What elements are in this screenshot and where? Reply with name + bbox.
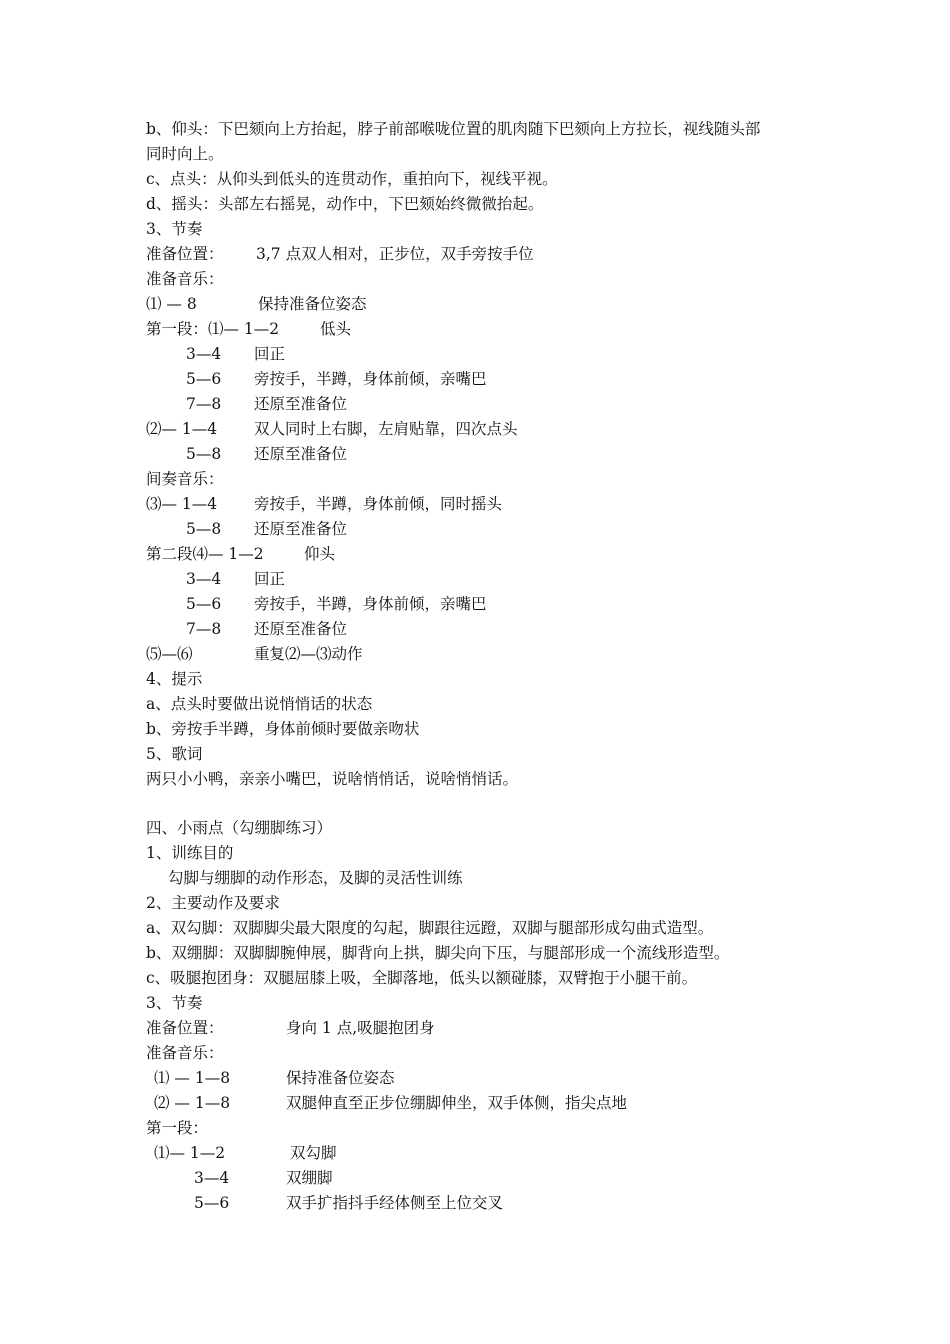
text-line: b、旁按手半蹲，身体前倾时要做亲吻状 xyxy=(146,720,420,738)
count-label: 3—4 xyxy=(186,345,222,363)
section-heading: 1、训练目的 xyxy=(146,844,234,862)
chapter-heading: 四、小雨点（勾绷脚练习） xyxy=(146,819,333,837)
text-line: 第一段： xyxy=(146,1119,209,1137)
count-label: 5—8 xyxy=(186,520,222,538)
step-description: 旁按手，半蹲，身体前倾，亲嘴巴 xyxy=(254,370,487,388)
step-description: 重复⑵—⑶动作 xyxy=(254,645,363,663)
count-label: ⑴ — 8 xyxy=(146,295,197,313)
step-description: 还原至准备位 xyxy=(254,620,348,638)
count-label: 第二段⑷— 1—2 xyxy=(146,545,264,563)
text-line: 准备音乐： xyxy=(146,1044,224,1062)
step-description: 还原至准备位 xyxy=(254,445,348,463)
step-description: 保持准备位姿态 xyxy=(286,1069,395,1087)
step-description: 双绷脚 xyxy=(286,1169,333,1187)
section-heading: 3、节奏 xyxy=(146,994,203,1012)
count-label: 5—6 xyxy=(186,370,222,388)
text-line: 间奏音乐： xyxy=(146,470,224,488)
text-line: 同时向上。 xyxy=(146,145,224,163)
section-heading: 5、歌词 xyxy=(146,745,203,763)
text-line: 准备位置： xyxy=(146,1019,224,1037)
section-heading: 4、提示 xyxy=(146,670,203,688)
step-description: 还原至准备位 xyxy=(254,520,348,538)
text-line: 3,7 点双人相对，正步位，双手旁按手位 xyxy=(256,245,534,263)
step-description: 旁按手，半蹲，身体前倾，同时摇头 xyxy=(254,495,503,513)
text-line: 准备位置： xyxy=(146,245,224,263)
section-heading: 3、节奏 xyxy=(146,220,203,238)
step-description: 低头 xyxy=(320,320,352,338)
count-label: ⑵— 1—4 xyxy=(146,420,218,438)
count-label: ⑴— 1—2 xyxy=(154,1144,226,1162)
step-description: 双勾脚 xyxy=(290,1144,337,1162)
step-description: 回正 xyxy=(254,570,286,588)
count-label: 5—6 xyxy=(186,595,222,613)
text-line: c、吸腿抱团身：双腿屈膝上吸，全脚落地，低头以额碰膝，双臂抱于小腿干前。 xyxy=(146,969,698,987)
count-label: 3—4 xyxy=(194,1169,230,1187)
step-description: 还原至准备位 xyxy=(254,395,348,413)
step-description: 双腿伸直至正步位绷脚伸坐，双手体侧，指尖点地 xyxy=(286,1094,628,1112)
count-label: ⑴ — 1—8 xyxy=(154,1069,231,1087)
text-line: b、双绷脚：双脚脚腕伸展，脚背向上拱，脚尖向下压，与腿部形成一个流线形造型。 xyxy=(146,944,730,962)
text-line: 身向 1 点,吸腿抱团身 xyxy=(286,1019,435,1037)
text-line: c、点头：从仰头到低头的连贯动作，重拍向下，视线平视。 xyxy=(146,170,558,188)
count-label: ⑸—⑹ xyxy=(146,645,193,663)
step-description: 保持准备位姿态 xyxy=(258,295,367,313)
text-line: d、摇头：头部左右摇晃，动作中，下巴颏始终微微抬起。 xyxy=(146,195,544,213)
text-line: a、双勾脚：双脚脚尖最大限度的勾起，脚跟往远蹬，双脚与腿部形成勾曲式造型。 xyxy=(146,919,714,937)
step-description: 回正 xyxy=(254,345,286,363)
count-label: ⑶— 1—4 xyxy=(146,495,218,513)
step-description: 双手扩指抖手经体侧至上位交叉 xyxy=(286,1194,504,1212)
text-line: 准备音乐： xyxy=(146,270,224,288)
count-label: 第一段：⑴— 1—2 xyxy=(146,320,280,338)
step-description: 仰头 xyxy=(304,545,336,563)
step-description: 双人同时上右脚，左肩贴靠，四次点头 xyxy=(254,420,518,438)
lyrics-line: 两只小小鸭，亲亲小嘴巴，说啥悄悄话，说啥悄悄话。 xyxy=(146,770,519,788)
text-line: 勾脚与绷脚的动作形态，及脚的灵活性训练 xyxy=(168,869,463,887)
count-label: ⑵ — 1—8 xyxy=(154,1094,231,1112)
text-line: b、仰头：下巴颏向上方抬起，脖子前部喉咙位置的肌肉随下巴颏向上方拉长，视线随头部 xyxy=(146,120,761,138)
step-description: 旁按手，半蹲，身体前倾，亲嘴巴 xyxy=(254,595,487,613)
count-label: 3—4 xyxy=(186,570,222,588)
count-label: 5—8 xyxy=(186,445,222,463)
count-label: 7—8 xyxy=(186,620,222,638)
count-label: 5—6 xyxy=(194,1194,230,1212)
text-line: a、点头时要做出说悄悄话的状态 xyxy=(146,695,373,713)
section-heading: 2、主要动作及要求 xyxy=(146,894,280,912)
count-label: 7—8 xyxy=(186,395,222,413)
